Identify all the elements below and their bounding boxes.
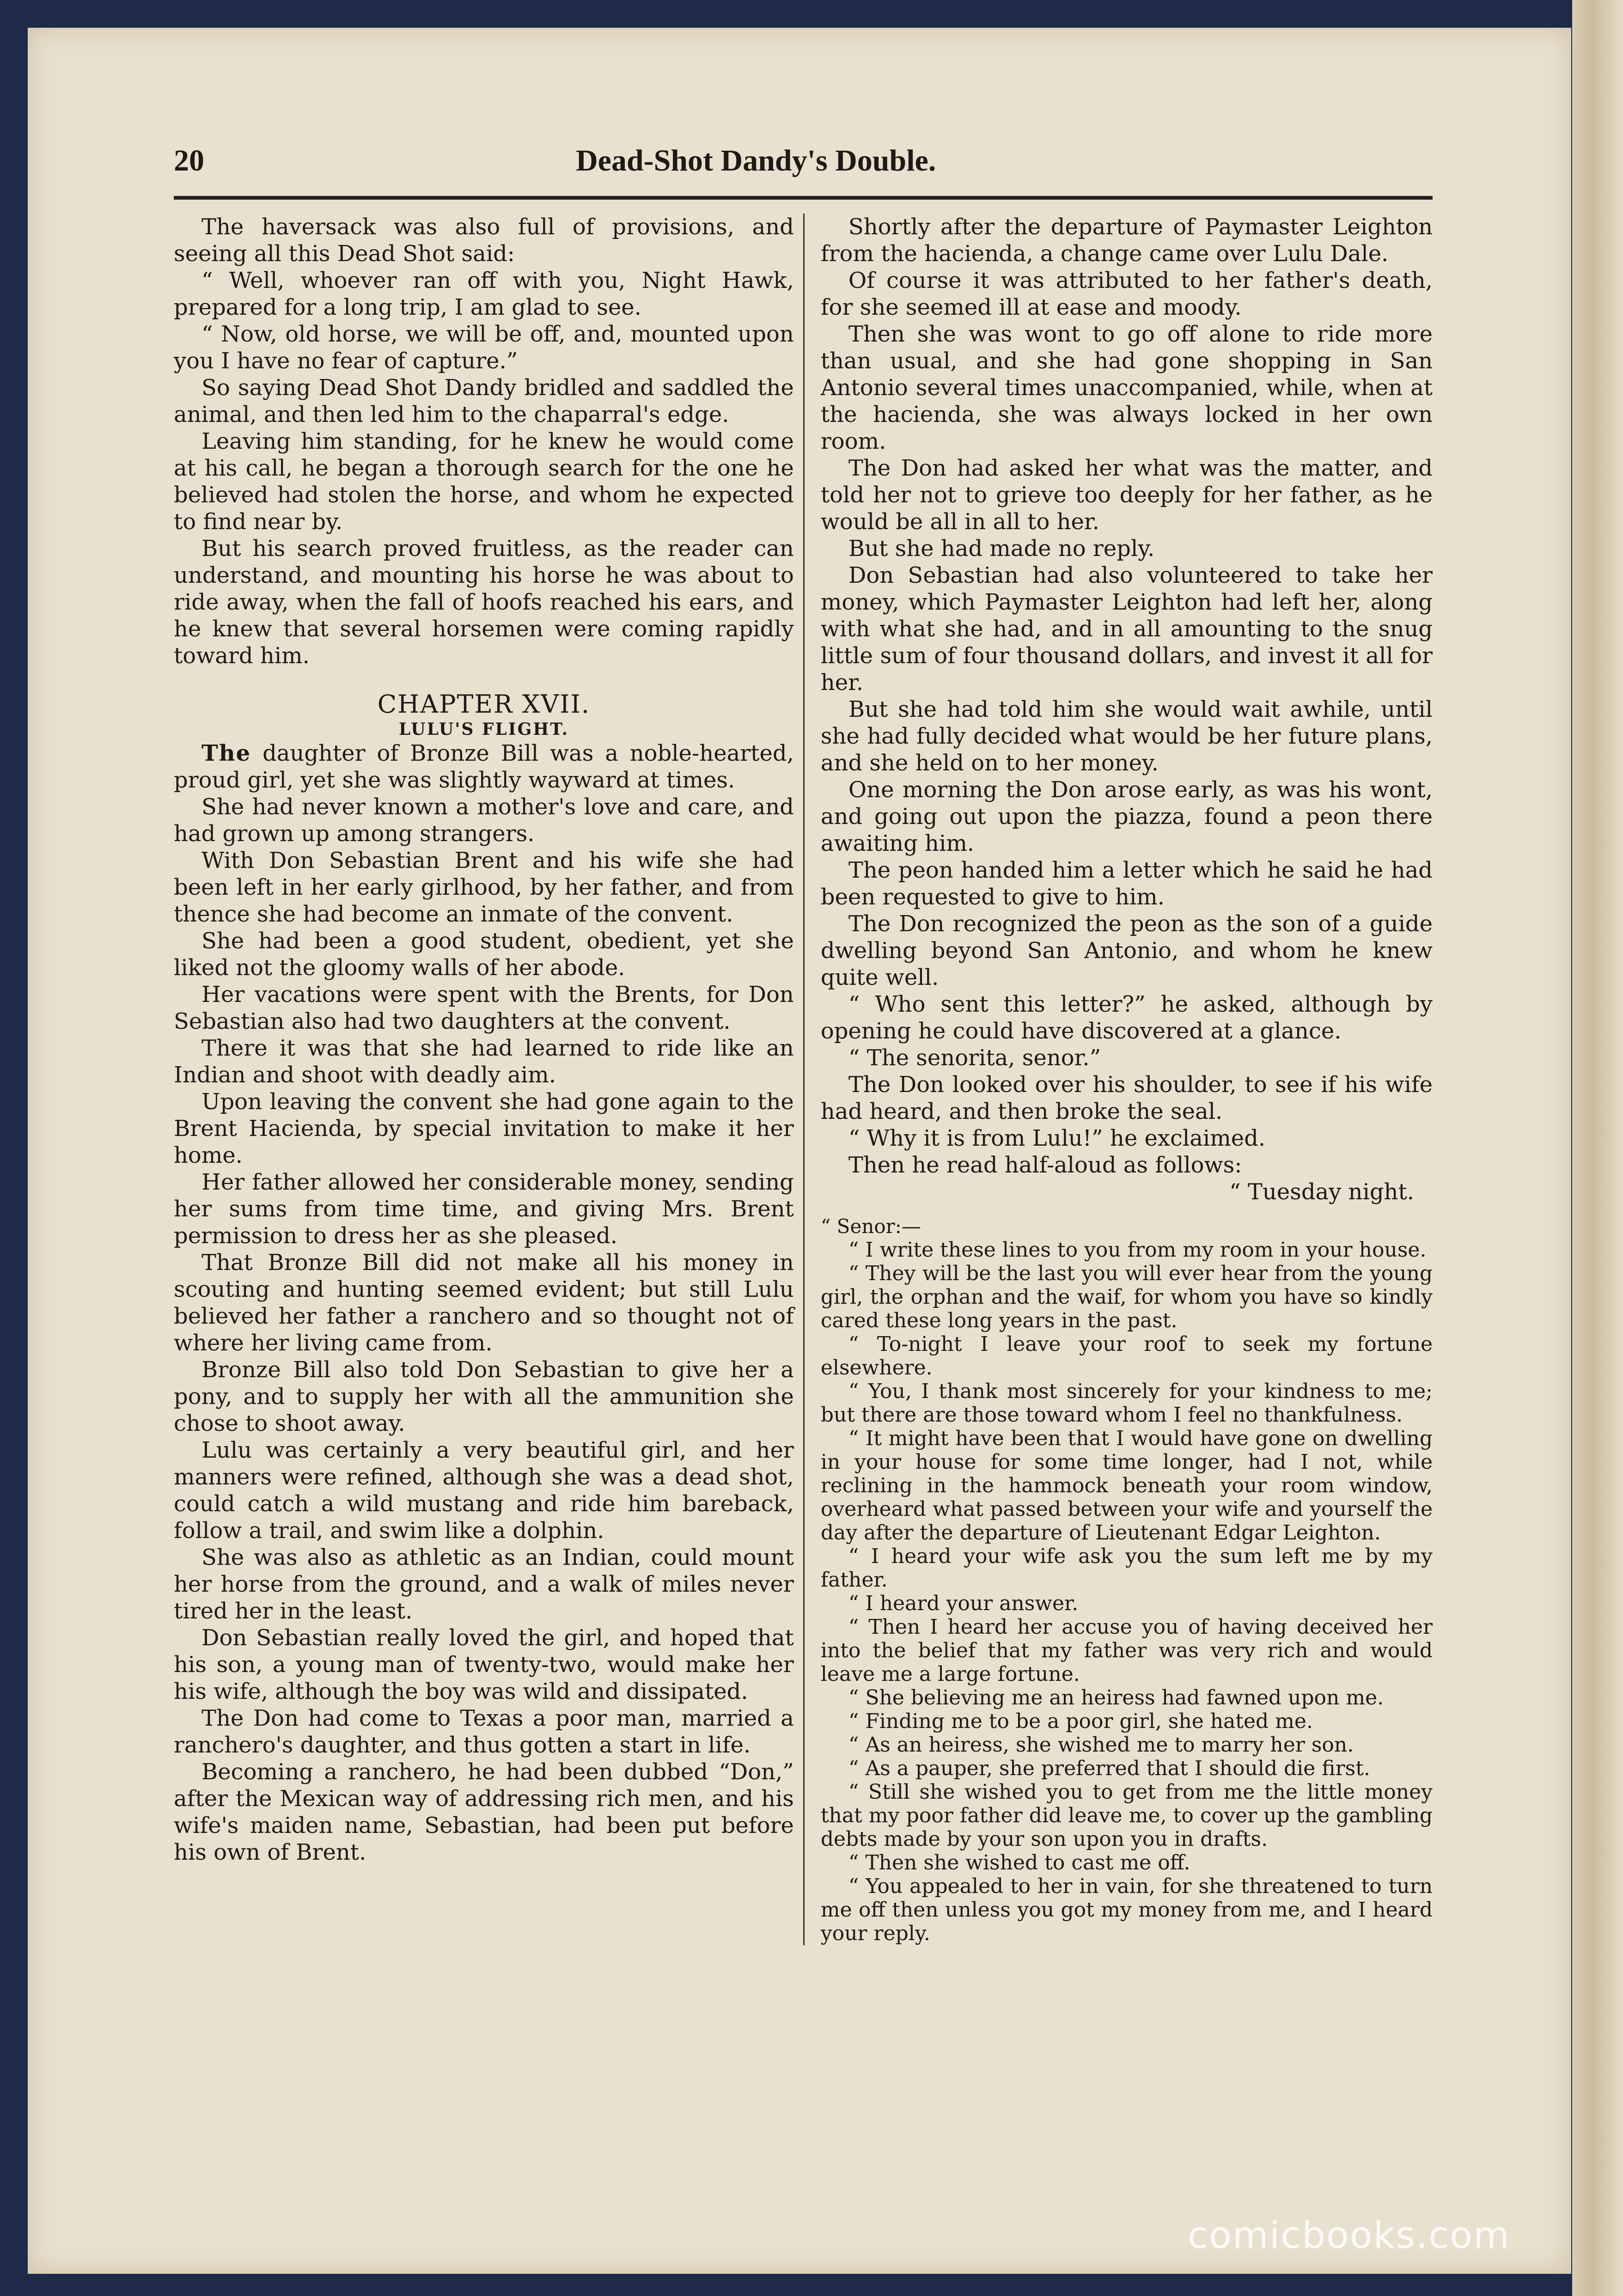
paragraph: She had never known a mother's love and care, and had grown up among strangers. bbox=[174, 794, 794, 847]
paragraph: The Don had asked her what was the matter, and told her not to grieve too deeply for her father, as he would be all in all to her. bbox=[820, 455, 1433, 535]
left-paragraphs-before bbox=[174, 214, 794, 669]
paragraph: Of course it was attributed to her father's death, for she seemed ill at ease and moody. bbox=[820, 268, 1433, 320]
letter-paragraph: “ They will be the last you will ever hear from the young girl, the orphan and the waif, for whom you have so kindly cared these long years in the past. bbox=[820, 1262, 1433, 1332]
letter-paragraph: “ You appealed to her in vain, for she threatened to turn me off then unless you got my money from me, and I heard your reply. bbox=[820, 1875, 1433, 1945]
letter-paragraph: “ Then she wished to cast me off. bbox=[848, 1851, 1190, 1875]
paragraph: She was also as athletic as an Indian, could mount her horse from the ground, and a walk of miles never tired her in the least. bbox=[174, 1545, 794, 1624]
paragraph: With Don Sebastian Brent and his wife she had been left in her early girlhood, by her father, and from thence she had become an inmate of the convent. bbox=[174, 848, 794, 927]
magazine-page bbox=[28, 28, 1571, 2274]
paragraph: The peon handed him a letter which he said he had been requested to give to him. bbox=[820, 857, 1433, 910]
paragraph: The Don recognized the peon as the son of a guide dwelling beyond San Antonio, and whom he knew quite well. bbox=[820, 911, 1433, 990]
chapter-first-word: The bbox=[201, 740, 251, 766]
paragraph: Bronze Bill also told Don Sebastian to give her a pony, and to supply her with all the ammunition she chose to shoot away. bbox=[174, 1357, 794, 1436]
paragraph: Then she was wont to go off alone to ride more than usual, and she had gone shopping in San Antonio several times unaccompanied, while, when at the hacienda, she was always locked in her own room. bbox=[820, 321, 1433, 454]
header-rule bbox=[174, 196, 1433, 200]
letter-paragraph: “ It might have been that I would have gone on dwelling in your house for some time longer, had I not, while reclining in the hammock beneath your room window, overheard what passed between your wife and yourself the day after the departure of Lieutenant Edgar Leighton. bbox=[820, 1427, 1433, 1545]
book-spine bbox=[1572, 0, 1623, 2296]
chapter-first-paragraph bbox=[174, 740, 794, 794]
letter-paragraphs bbox=[821, 1238, 1433, 1945]
paragraph: Becoming a ranchero, he had been dubbed “Don,” after the Mexican way of addressing rich men, and his wife's maiden name, Sebastian, had been put before his own of Brent. bbox=[174, 1759, 794, 1865]
right-column bbox=[803, 214, 1433, 1945]
letter-paragraph: “ I write these lines to you from my room in your house. bbox=[848, 1238, 1427, 1262]
paragraph: Leaving him standing, for he knew he would come at his call, he began a thorough search for the one he believed had stolen the horse, and whom he expected to find near by. bbox=[174, 428, 794, 535]
paragraph: “ Who sent this letter?” he asked, although by opening he could have discovered at a glance. bbox=[820, 991, 1433, 1044]
paragraph: Lulu was certainly a very beautiful girl, and her manners were refined, although she was a dead shot, could catch a wild mustang and ride him bareback, follow a trail, and swim like a dolphin. bbox=[174, 1437, 794, 1544]
page-number: 20 bbox=[174, 144, 204, 177]
paragraph: Her vacations were spent with the Brents, for Don Sebastian also had two daughters at the convent. bbox=[174, 982, 794, 1034]
paragraph: That Bronze Bill did not make all his money in scouting and hunting seemed evident; but still Lulu believed her father a ranchero and so thought not of where her living came from. bbox=[174, 1250, 794, 1356]
letter-dateline: “ Tuesday night. bbox=[1229, 1179, 1414, 1205]
paragraph: Her father allowed her considerable money, sending her sums from time time, and giving Mrs. Brent permission to dress her as she pleased. bbox=[174, 1169, 794, 1249]
paragraph: So saying Dead Shot Dandy bridled and saddled the animal, and then led him to the chaparral's edge. bbox=[174, 375, 794, 427]
letter-paragraph: “ As a pauper, she preferred that I should die first. bbox=[848, 1757, 1370, 1780]
paragraph: She had been a good student, obedient, yet she liked not the gloomy walls of her abode. bbox=[174, 928, 794, 981]
paragraph: Don Sebastian had also volunteered to take her money, which Paymaster Leighton had left her, along with what she had, and in all amounting to the snug little sum of four thousand dollars, and invest it all for her. bbox=[820, 562, 1433, 696]
letter-paragraph: “ Finding me to be a poor girl, she hated me. bbox=[848, 1710, 1313, 1733]
paragraph: One morning the Don arose early, as was his wont, and going out upon the piazza, found a peon there awaiting him. bbox=[820, 777, 1433, 856]
letter-paragraph: “ As an heiress, she wished me to marry her son. bbox=[848, 1733, 1354, 1757]
letter-paragraph: “ To-night I leave your roof to seek my fortune elsewhere. bbox=[820, 1332, 1433, 1380]
left-paragraphs-after bbox=[174, 794, 794, 1866]
running-header bbox=[174, 143, 1433, 185]
letter-paragraph: “ She believing me an heiress had fawned upon me. bbox=[848, 1686, 1384, 1710]
letter-body bbox=[821, 1215, 1433, 1945]
left-column bbox=[174, 214, 803, 1945]
chapter-subtitle: LULU'S FLIGHT. bbox=[398, 720, 569, 739]
paragraph: “ The senorita, senor.” bbox=[848, 1045, 1101, 1071]
paragraph: The haversack was also full of provisions, and seeing all this Dead Shot said: bbox=[174, 214, 794, 267]
running-title: Dead-Shot Dandy's Double. bbox=[576, 144, 936, 177]
paragraph: Upon leaving the convent she had gone again to the Brent Hacienda, by special invitation to make it her home. bbox=[174, 1089, 794, 1168]
right-paragraphs bbox=[821, 214, 1433, 1179]
paragraph: Then he read half-aloud as follows: bbox=[848, 1152, 1242, 1178]
letter-paragraph: “ I heard your answer. bbox=[848, 1592, 1079, 1615]
paragraph: But she had told him she would wait awhile, until she had fully decided what would be her future plans, and she held on to her money. bbox=[820, 696, 1433, 776]
text-columns bbox=[174, 214, 1433, 1945]
paragraph: The Don looked over his shoulder, to see if his wife had heard, and then broke the seal. bbox=[820, 1072, 1433, 1124]
paragraph: “ Well, whoever ran off with you, Night Hawk, prepared for a long trip, I am glad to see. bbox=[174, 268, 794, 320]
paragraph: Shortly after the departure of Paymaster Leighton from the hacienda, a change came over Lulu Dale. bbox=[820, 214, 1433, 267]
paragraph: “ Why it is from Lulu!” he exclaimed. bbox=[848, 1125, 1266, 1151]
paragraph: But she had made no reply. bbox=[848, 536, 1155, 562]
paragraph: “ Now, old horse, we will be off, and, mounted upon you I have no fear of capture.” bbox=[174, 321, 794, 374]
watermark: comicbooks.com bbox=[1188, 2214, 1511, 2257]
paragraph: There it was that she had learned to ride like an Indian and shoot with deadly aim. bbox=[174, 1035, 794, 1088]
letter-paragraph: “ Still she wished you to get from me the little money that my poor father did leave me, to cover up the gambling debts made by your son upon you in drafts. bbox=[820, 1780, 1433, 1851]
letter-paragraph: “ I heard your wife ask you the sum left me by my father. bbox=[820, 1545, 1433, 1592]
letter-salutation: “ Senor:— bbox=[820, 1215, 921, 1238]
letter-paragraph: “ Then I heard her accuse you of having deceived her into the belief that my father was very rich and would leave me a large fortune. bbox=[820, 1615, 1433, 1686]
letter-paragraph: “ You, I thank most sincerely for your kindness to me; but there are those toward whom I feel no thankfulness. bbox=[820, 1380, 1433, 1427]
paragraph: The Don had come to Texas a poor man, married a ranchero's daughter, and thus gotten a start in life. bbox=[174, 1705, 794, 1758]
paragraph: Don Sebastian really loved the girl, and hoped that his son, a young man of twenty-two, would make her his wife, although the boy was wild and dissipated. bbox=[174, 1625, 794, 1704]
chapter-first-paragraph-text: daughter of Bronze Bill was a noble-hearted, proud girl, yet she was slightly wayward at times. bbox=[174, 740, 794, 793]
chapter-title: CHAPTER XVII. bbox=[377, 690, 591, 719]
paragraph: But his search proved fruitless, as the reader can understand, and mounting his horse he was about to ride away, when the fall of hoofs reached his ears, and he knew that several horsemen were coming rapidly toward him. bbox=[174, 536, 794, 669]
